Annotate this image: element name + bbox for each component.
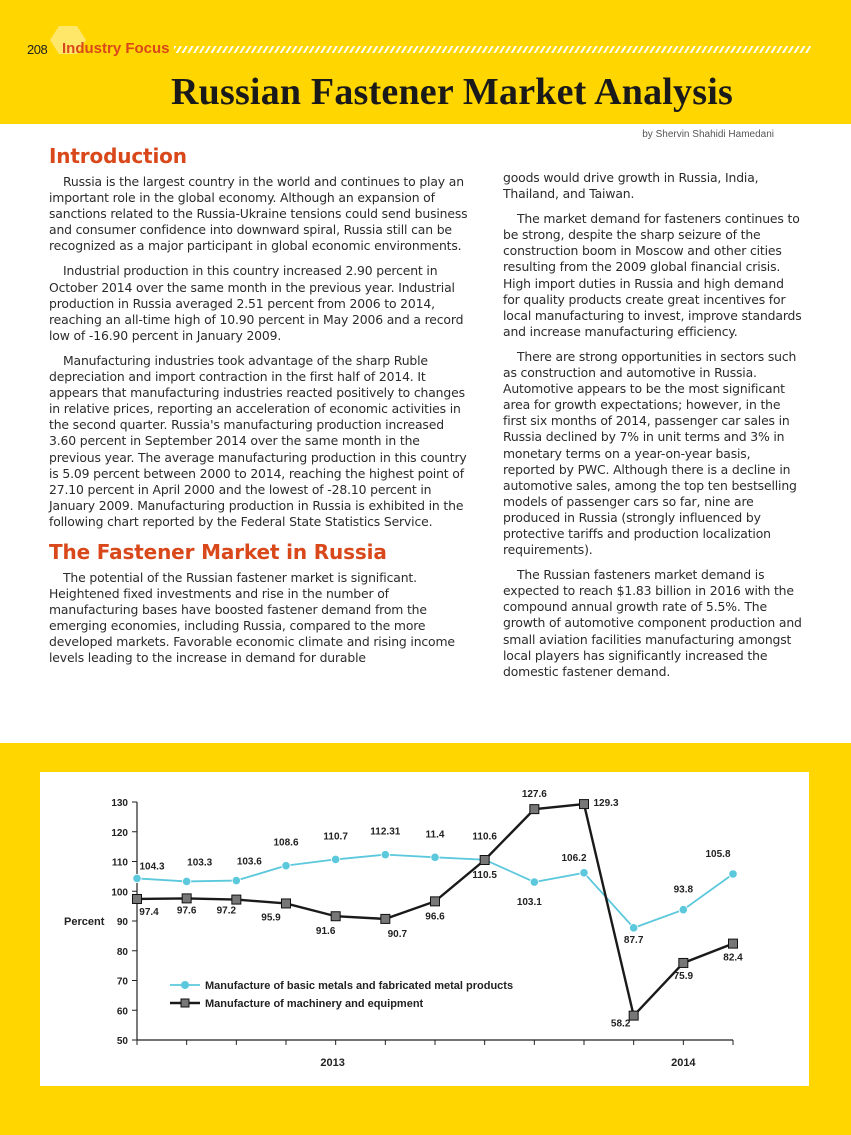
data-point-metals [282,861,290,869]
data-label: 97.4 [139,906,159,918]
y-tick-label: 90 [116,917,128,928]
data-point-machinery [282,899,291,908]
hatch-rule [174,46,811,53]
data-point-metals [232,876,240,884]
data-point-machinery [629,1011,638,1020]
y-axis-label: Percent [64,916,105,928]
data-point-metals [381,850,389,858]
data-label: 93.8 [673,884,694,896]
intro-paragraph: Manufacturing industries took advantage of the sharp Ruble depreciation and import contraction in the first half of 2014. It appears that manufacturing industries reacted positively to changes in relative prices, reporting an acceleration of economic activities in the second quarter. Russia's manufacturing production increased 3.60 percent in September 2014 over the same month in the previous year. The average manufacturing production in this country is 5.09 percent between 2000 to 2014, reaching the highest point of 27.10 percent in April 2000 and the lowest of -28.10 percent in January 2009. Manufacturing production in Russia is exhibited in the following chart reported by the Federal State Statistics Service. [49,352,467,529]
line-chart [40,772,809,1086]
right-column [503,170,803,689]
data-label: 96.6 [425,911,445,923]
data-point-metals [629,924,637,932]
legend-label: Manufacture of machinery and equipment [205,998,424,1010]
page-number: 208 [27,42,48,57]
data-label: 91.6 [315,926,336,938]
data-point-machinery [679,958,688,967]
legend-label: Manufacture of basic metals and fabricated metal products [205,980,514,992]
intro-paragraph: Industrial production in this country increased 2.90 percent in October 2014 over the same month in the previous year. Industrial production in Russia averaged 2.51 percent from 2006 to 2014, reaching an all-time high of 10.90 percent in May 2006 and a record low of -16.90 percent in January 2009. [49,263,464,343]
y-tick-label: 100 [111,887,128,899]
x-group-label: 2014 [671,1057,696,1069]
market-paragraph: The potential of the Russian fastener market is significant. Heightened fixed investments and rise in the number of manufacturing bases have boosted fastener demand from the emerging economies, including Russia, compared to the more developed markets. Favorable economic climate and rising income levels leading to the increase in demand for durable [49,569,455,666]
left-column [49,144,471,676]
data-point-metals [431,853,439,861]
data-label: 103.6 [236,856,262,868]
data-point-metals [182,877,190,885]
y-tick-label: 110 [111,857,128,869]
y-tick-label: 120 [111,827,128,839]
y-tick-label: 60 [116,1006,128,1018]
data-label: 87.7 [623,934,644,946]
data-label: 11.4 [425,829,445,841]
data-label: 110.6 [472,831,497,843]
right-paragraph: There are strong opportunities in sectors such as construction and automotive in Russia. Automotive appears to be the most significant area for growth expectations; however, in the first six months of 2014, passenger car sales in Russia declined by 7% in unit terms and 3% in monetary terms on a year-on-year basis, reported by PWC. Although there is a decline in automotive sales, among the top ten bestselling models of passenger cars so far, nine are produced in Russia (strongly influenced by protective tariffs and production localization requirements). [503,348,797,558]
data-point-metals [331,855,339,863]
data-label: 105.8 [705,848,731,860]
data-point-machinery [331,912,340,921]
y-tick-label: 80 [116,946,128,958]
legend-marker-circle [181,981,189,989]
data-point-metals [679,905,687,913]
data-label: 110.7 [323,831,348,843]
data-point-metals [133,874,141,882]
data-point-machinery [530,805,539,814]
data-label: 103.1 [516,897,542,909]
data-point-machinery [232,895,241,904]
y-tick-label: 70 [116,976,128,988]
data-point-machinery [133,894,142,903]
data-label: 127.6 [521,789,547,801]
data-label: 108.6 [273,837,299,849]
market-heading: The Fastener Market in Russia [49,539,387,564]
data-label: 58.2 [610,1018,631,1030]
data-point-machinery [580,800,589,809]
data-point-machinery [182,894,191,903]
data-point-machinery [480,856,489,865]
data-label: 106.2 [561,852,587,864]
right-paragraph: goods would drive growth in Russia, India, Thailand, and Taiwan. [503,170,759,202]
data-label: 104.3 [139,861,165,873]
data-label: 95.9 [261,912,281,924]
right-paragraph: The market demand for fasteners continues to be strong, despite the sharp seizure of the construction boom in Moscow and other cities resulting from the 2009 global financial crisis. High import duties in Russia and high demand for quality products create great incentives for local manufacturing to invest, improve standards and increase manufacturing efficiency. [503,211,802,339]
x-group-label: 2013 [320,1057,345,1069]
legend-marker-square [181,999,189,1007]
right-paragraph: The Russian fasteners market demand is expected to reach $1.83 billion in 2016 with the compound annual growth rate of 5.5%. The growth of automotive component production and small aviation facilities manufacturing amongst local players has significantly increased the domestic fastener demand. [503,567,802,679]
byline: by Shervin Shahidi Hamedani [642,129,774,140]
intro-paragraph: Russia is the largest country in the world and continues to play an important role in the global economy. Although an expansion of sanctions related to the Russia-Ukraine tensions could send business and consumer confidence into downward spiral, Russia still can be recognized as a major participant in global economic environments. [49,174,468,254]
data-label: 90.7 [387,928,408,940]
data-label: 82.4 [723,952,743,964]
data-label: 75.9 [673,970,694,982]
data-label: 97.6 [176,905,197,917]
data-point-metals [580,869,588,877]
data-point-metals [530,878,538,886]
article-body [0,124,851,743]
page-title: Russian Fastener Market Analysis [170,71,733,113]
data-label: 103.3 [187,857,213,869]
data-point-machinery [431,897,440,906]
data-label: 129.3 [593,798,619,810]
y-tick-label: 50 [116,1036,128,1047]
data-point-machinery [381,914,390,923]
data-label: 110.5 [472,870,497,882]
data-point-machinery [729,939,738,948]
data-point-metals [729,870,737,878]
chart-panel [40,772,809,1086]
data-label: 112.31 [370,826,401,838]
y-tick-label: 130 [111,798,128,809]
section-label: Industry Focus [62,40,170,57]
intro-heading: Introduction [49,144,187,168]
data-label: 97.2 [216,905,237,917]
